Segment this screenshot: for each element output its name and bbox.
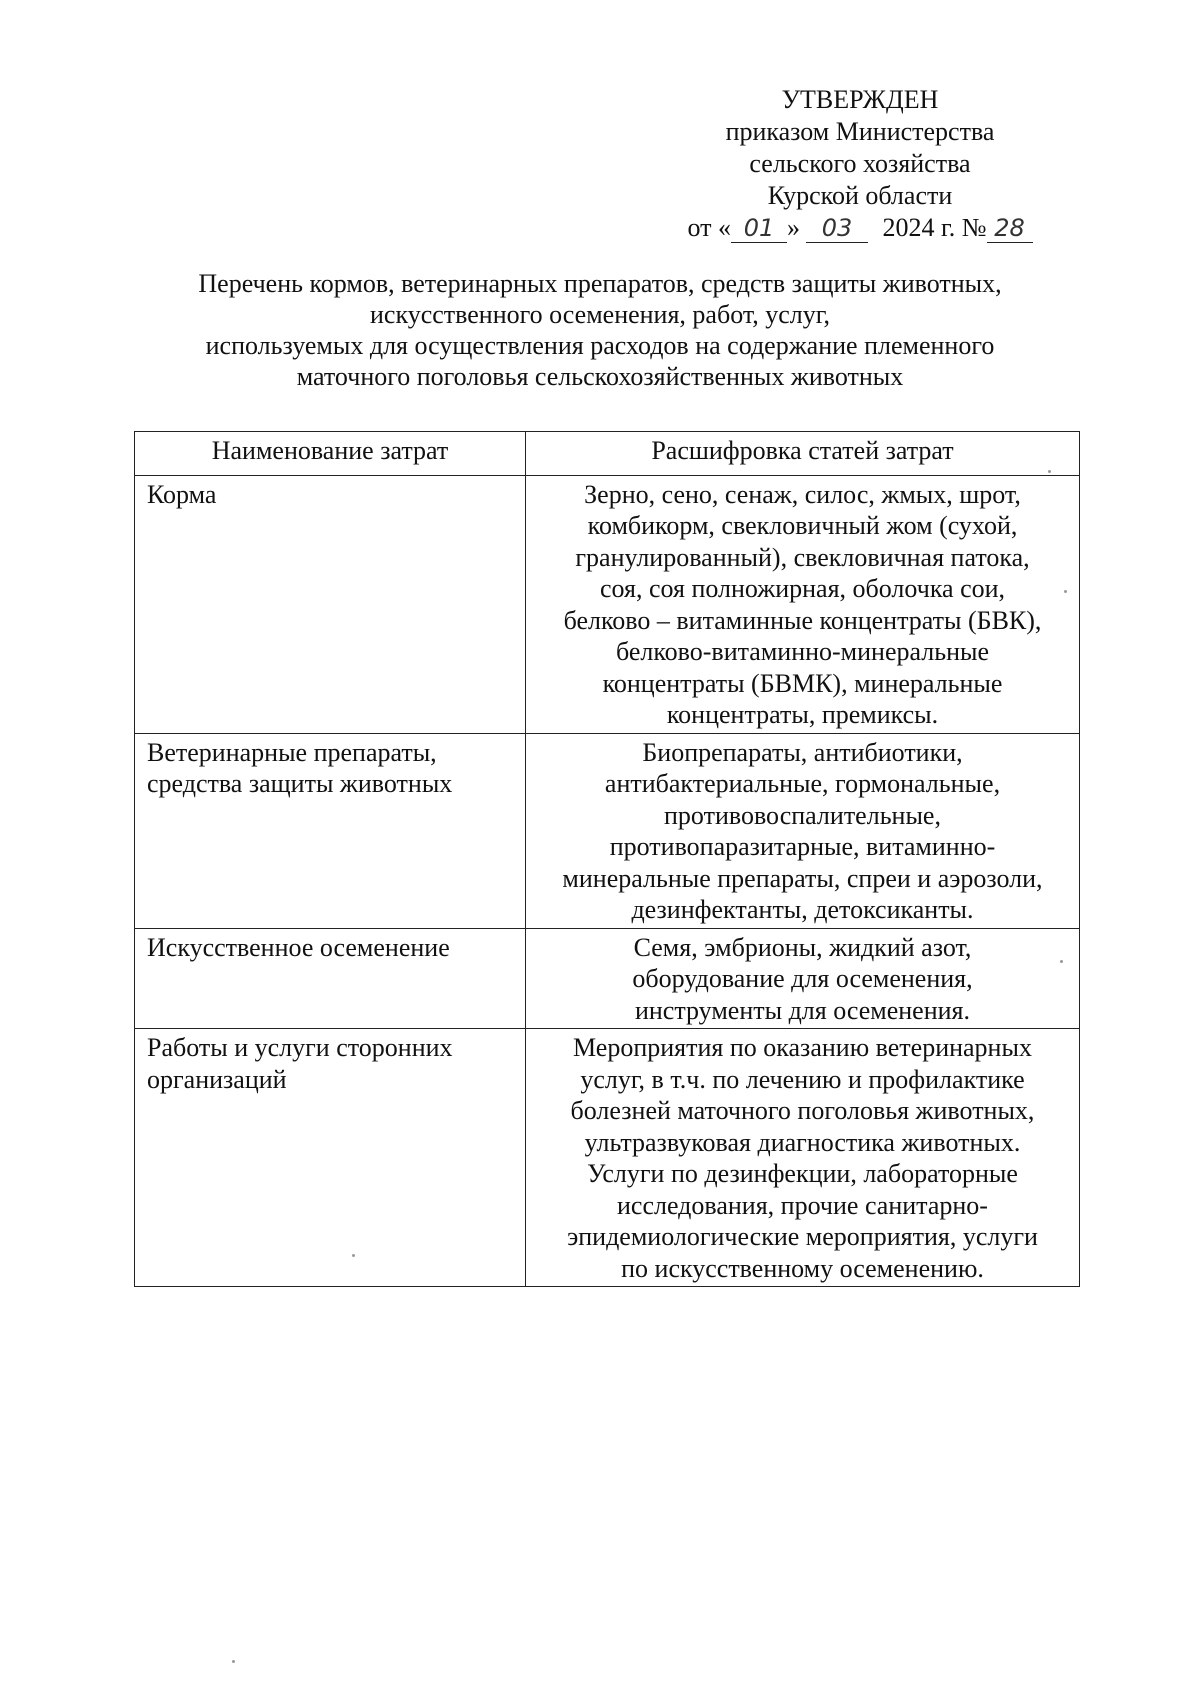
- cost-details-line: концентраты (БВМК), минеральные: [602, 668, 1003, 698]
- table-row: [135, 733, 1080, 928]
- cost-name-cell: [135, 928, 526, 1029]
- cost-details-line: Услуги по дезинфекции, лабораторные: [587, 1159, 1018, 1188]
- cost-details-line: ультразвуковая диагностика животных.: [584, 1127, 1021, 1157]
- cost-details-line: услуг, в т.ч. по лечению и профилактике: [580, 1064, 1025, 1094]
- cost-details-cell: [526, 1029, 1080, 1287]
- cost-details-line: минеральные препараты, спреи и аэрозоли,: [562, 863, 1043, 893]
- table-row: [135, 1029, 1080, 1287]
- scan-mark: [232, 1660, 235, 1663]
- cost-details-line: эпидемиологические мероприятия, услуги: [567, 1222, 1038, 1251]
- approval-block: [680, 84, 1040, 244]
- cost-details-line: Биопрепараты, антибиотики,: [642, 737, 963, 767]
- cost-details-line: по искусственному осеменению.: [621, 1253, 984, 1283]
- cost-details-cell: [526, 928, 1080, 1029]
- scan-mark: [1060, 960, 1063, 963]
- cost-name-cell: [135, 1029, 526, 1287]
- approval-date-line: [680, 212, 1040, 244]
- title-line: искусственного осеменения, работ, услуг,: [369, 300, 831, 329]
- cost-details-line: противопаразитарные, витаминно-: [609, 832, 996, 861]
- cost-details-line: Зерно, сено, сенаж, силос, жмых, шрот,: [584, 479, 1021, 509]
- cost-details-cell: [526, 733, 1080, 928]
- handwritten-number: 28: [987, 214, 1033, 243]
- header-cost-details: Расшифровка статей затрат: [526, 432, 1080, 476]
- cost-details-line: белково-витаминно-минеральные: [615, 637, 990, 666]
- approval-line-3: Курской области: [767, 181, 953, 210]
- cost-details-line: белково – витаминные концентраты (БВК),: [563, 605, 1042, 635]
- cost-name-cell: [135, 733, 526, 928]
- cost-name-line: организаций: [147, 1064, 287, 1094]
- table-header-row: [135, 432, 1080, 476]
- table-row: [135, 475, 1080, 733]
- cost-details-line: дезинфектанты, детоксиканты.: [631, 895, 974, 924]
- cost-details-line: антибактериальные, гормональные,: [604, 769, 1001, 798]
- table-body: [135, 475, 1080, 1287]
- cost-details-line: исследования, прочие санитарно-: [617, 1190, 988, 1220]
- title-line: маточного поголовья сельскохозяйственных животных: [296, 362, 904, 391]
- cost-details-cell: [526, 475, 1080, 733]
- cost-details-line: противовоспалительные,: [664, 800, 941, 830]
- title-line: используемых для осуществления расходов на содержание племенного: [205, 331, 995, 360]
- approval-title: УТВЕРЖДЕН: [781, 85, 939, 114]
- date-year: 2024: [882, 213, 935, 242]
- cost-details-line: комбикорм, свекловичный жом (сухой,: [587, 511, 1018, 540]
- cost-details-line: гранулированный), свекловичная патока,: [575, 542, 1030, 572]
- title-line: Перечень кормов, ветеринарных препаратов, средств защиты животных,: [198, 269, 1002, 298]
- cost-name-line: Корма: [147, 479, 217, 509]
- cost-details-line: болезней маточного поголовья животных,: [570, 1096, 1035, 1125]
- cost-name-line: Ветеринарные препараты,: [147, 737, 437, 767]
- year-suffix: г. №: [940, 213, 987, 242]
- header-cost-name: Наименование затрат: [135, 432, 526, 476]
- scan-mark: [1048, 470, 1051, 473]
- table-row: [135, 928, 1080, 1029]
- cost-name-line: Работы и услуги сторонних: [147, 1033, 453, 1062]
- cost-details-line: соя, соя полножирная, оболочка сои,: [599, 574, 1006, 603]
- scan-mark: [1064, 590, 1067, 593]
- cost-details-line: концентраты, премиксы.: [666, 700, 939, 729]
- cost-name-line: Искусственное осеменение: [147, 932, 450, 962]
- cost-details-line: Мероприятия по оказанию ветеринарных: [573, 1033, 1032, 1062]
- approval-line-1: приказом Министерства: [725, 117, 995, 146]
- handwritten-day: 01: [731, 214, 787, 243]
- document-title: [120, 268, 1080, 392]
- date-mid: »: [786, 213, 800, 242]
- cost-details-line: оборудование для осеменения,: [632, 964, 973, 993]
- approval-line-2: сельского хозяйства: [749, 149, 971, 178]
- costs-table: [134, 431, 1080, 1287]
- cost-details-line: Семя, эмбрионы, жидкий азот,: [633, 932, 972, 962]
- cost-name-line: средства защиты животных: [147, 769, 453, 798]
- cost-name-cell: [135, 475, 526, 733]
- handwritten-month: 03: [806, 214, 868, 243]
- scan-mark: [352, 1254, 355, 1257]
- cost-details-line: инструменты для осеменения.: [634, 995, 971, 1025]
- date-prefix: от «: [687, 213, 731, 242]
